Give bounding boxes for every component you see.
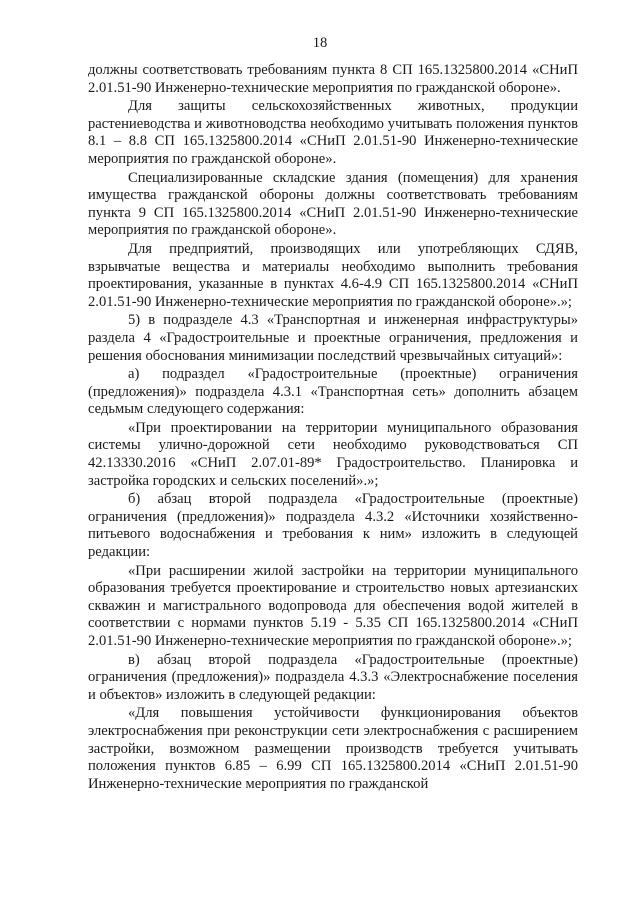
- paragraph-item-v: в) абзац второй подраздела «Градостроительные (проектные) ограничения (предложения)» подраздела 4.3.3 «Электроснабжение поселения и объектов» изложить в следующей редакции:: [88, 651, 578, 703]
- paragraph-hazardous-enterprises: Для предприятий, производящих или употребляющих СДЯВ, взрывчатые вещества и материалы необходимо выполнить требования проектирования, указанные в пунктах 4.6-4.9 СП 165.1325800.2014 «СНиП 2.01.51-90 Инженерно-технические мероприятия по гражданской обороне».»;: [88, 240, 578, 310]
- paragraph-continuation: должны соответствовать требованиям пункта 8 СП 165.1325800.2014 «СНиП 2.01.51-90 Инженерно-технические мероприятия по гражданской обороне».: [88, 62, 578, 96]
- document-body: [88, 62, 578, 794]
- paragraph-quote-electricity: «Для повышения устойчивости функционирования объектов электроснабжения при реконструкции сети электроснабжения с расширением застройки, возможном размещении производств требуется учитывать положения пунктов 6.85 – 6.99 СП 165.1325800.2014 «СНиП 2.01.51-90 Инженерно-технические мероприятия по гражданской: [88, 705, 578, 792]
- page-number: 18: [312, 35, 328, 51]
- paragraph-item-b: б) абзац второй подраздела «Градостроительные (проектные) ограничения (предложения)» подраздела 4.3.2 «Источники хозяйственно-питьевого водоснабжения и требования к ним» изложить в следующей редакции:: [88, 491, 578, 561]
- paragraph-quote-road-network: «При проектировании на территории муниципального образования системы улично-дорожной сети необходимо руководствоваться СП 42.13330.2016 «СНиП 2.07.01-89* Градостроительство. Планировка и застройка городских и сельских поселений».»;: [88, 419, 578, 489]
- paragraph-livestock-protection: Для защиты сельскохозяйственных животных, продукции растениеводства и животноводства необходимо учитывать положения пунктов 8.1 – 8.8 СП 165.1325800.2014 «СНиП 2.01.51-90 Инженерно-технические мероприятия по гражданской обороне».: [88, 98, 578, 167]
- paragraph-warehouses: Специализированные складские здания (помещения) для хранения имущества гражданской обороны должны соответствовать требованиям пункта 9 СП 165.1325800.2014 «СНиП 2.01.51-90 Инженерно-технические мероприятия по гражданской обороне».: [88, 169, 578, 239]
- paragraph-quote-water-supply: «При расширении жилой застройки на территории муниципального образования требуется проектирование и строительство новых артезианских скважин и магистрального водопровода для обеспечения водой жителей в соответствии с нормами пунктов 5.19 - 5.35 СП 165.1325800.2014 «СНиП 2.01.51-90 Инженерно-технические мероприятия по гражданской обороне».»;: [88, 562, 578, 649]
- paragraph-item-a: а) подраздел «Градостроительные (проектные) ограничения (предложения)» подраздела 4.3.1 «Транспортная сеть» дополнить абзацем седьмым следующего содержания:: [88, 366, 578, 418]
- paragraph-item-5: 5) в подразделе 4.3 «Транспортная и инженерная инфраструктуры» раздела 4 «Градостроительные и проектные ограничения, предложения и решения обоснования минимизации последствий чрезвычайных ситуаций»:: [88, 312, 578, 364]
